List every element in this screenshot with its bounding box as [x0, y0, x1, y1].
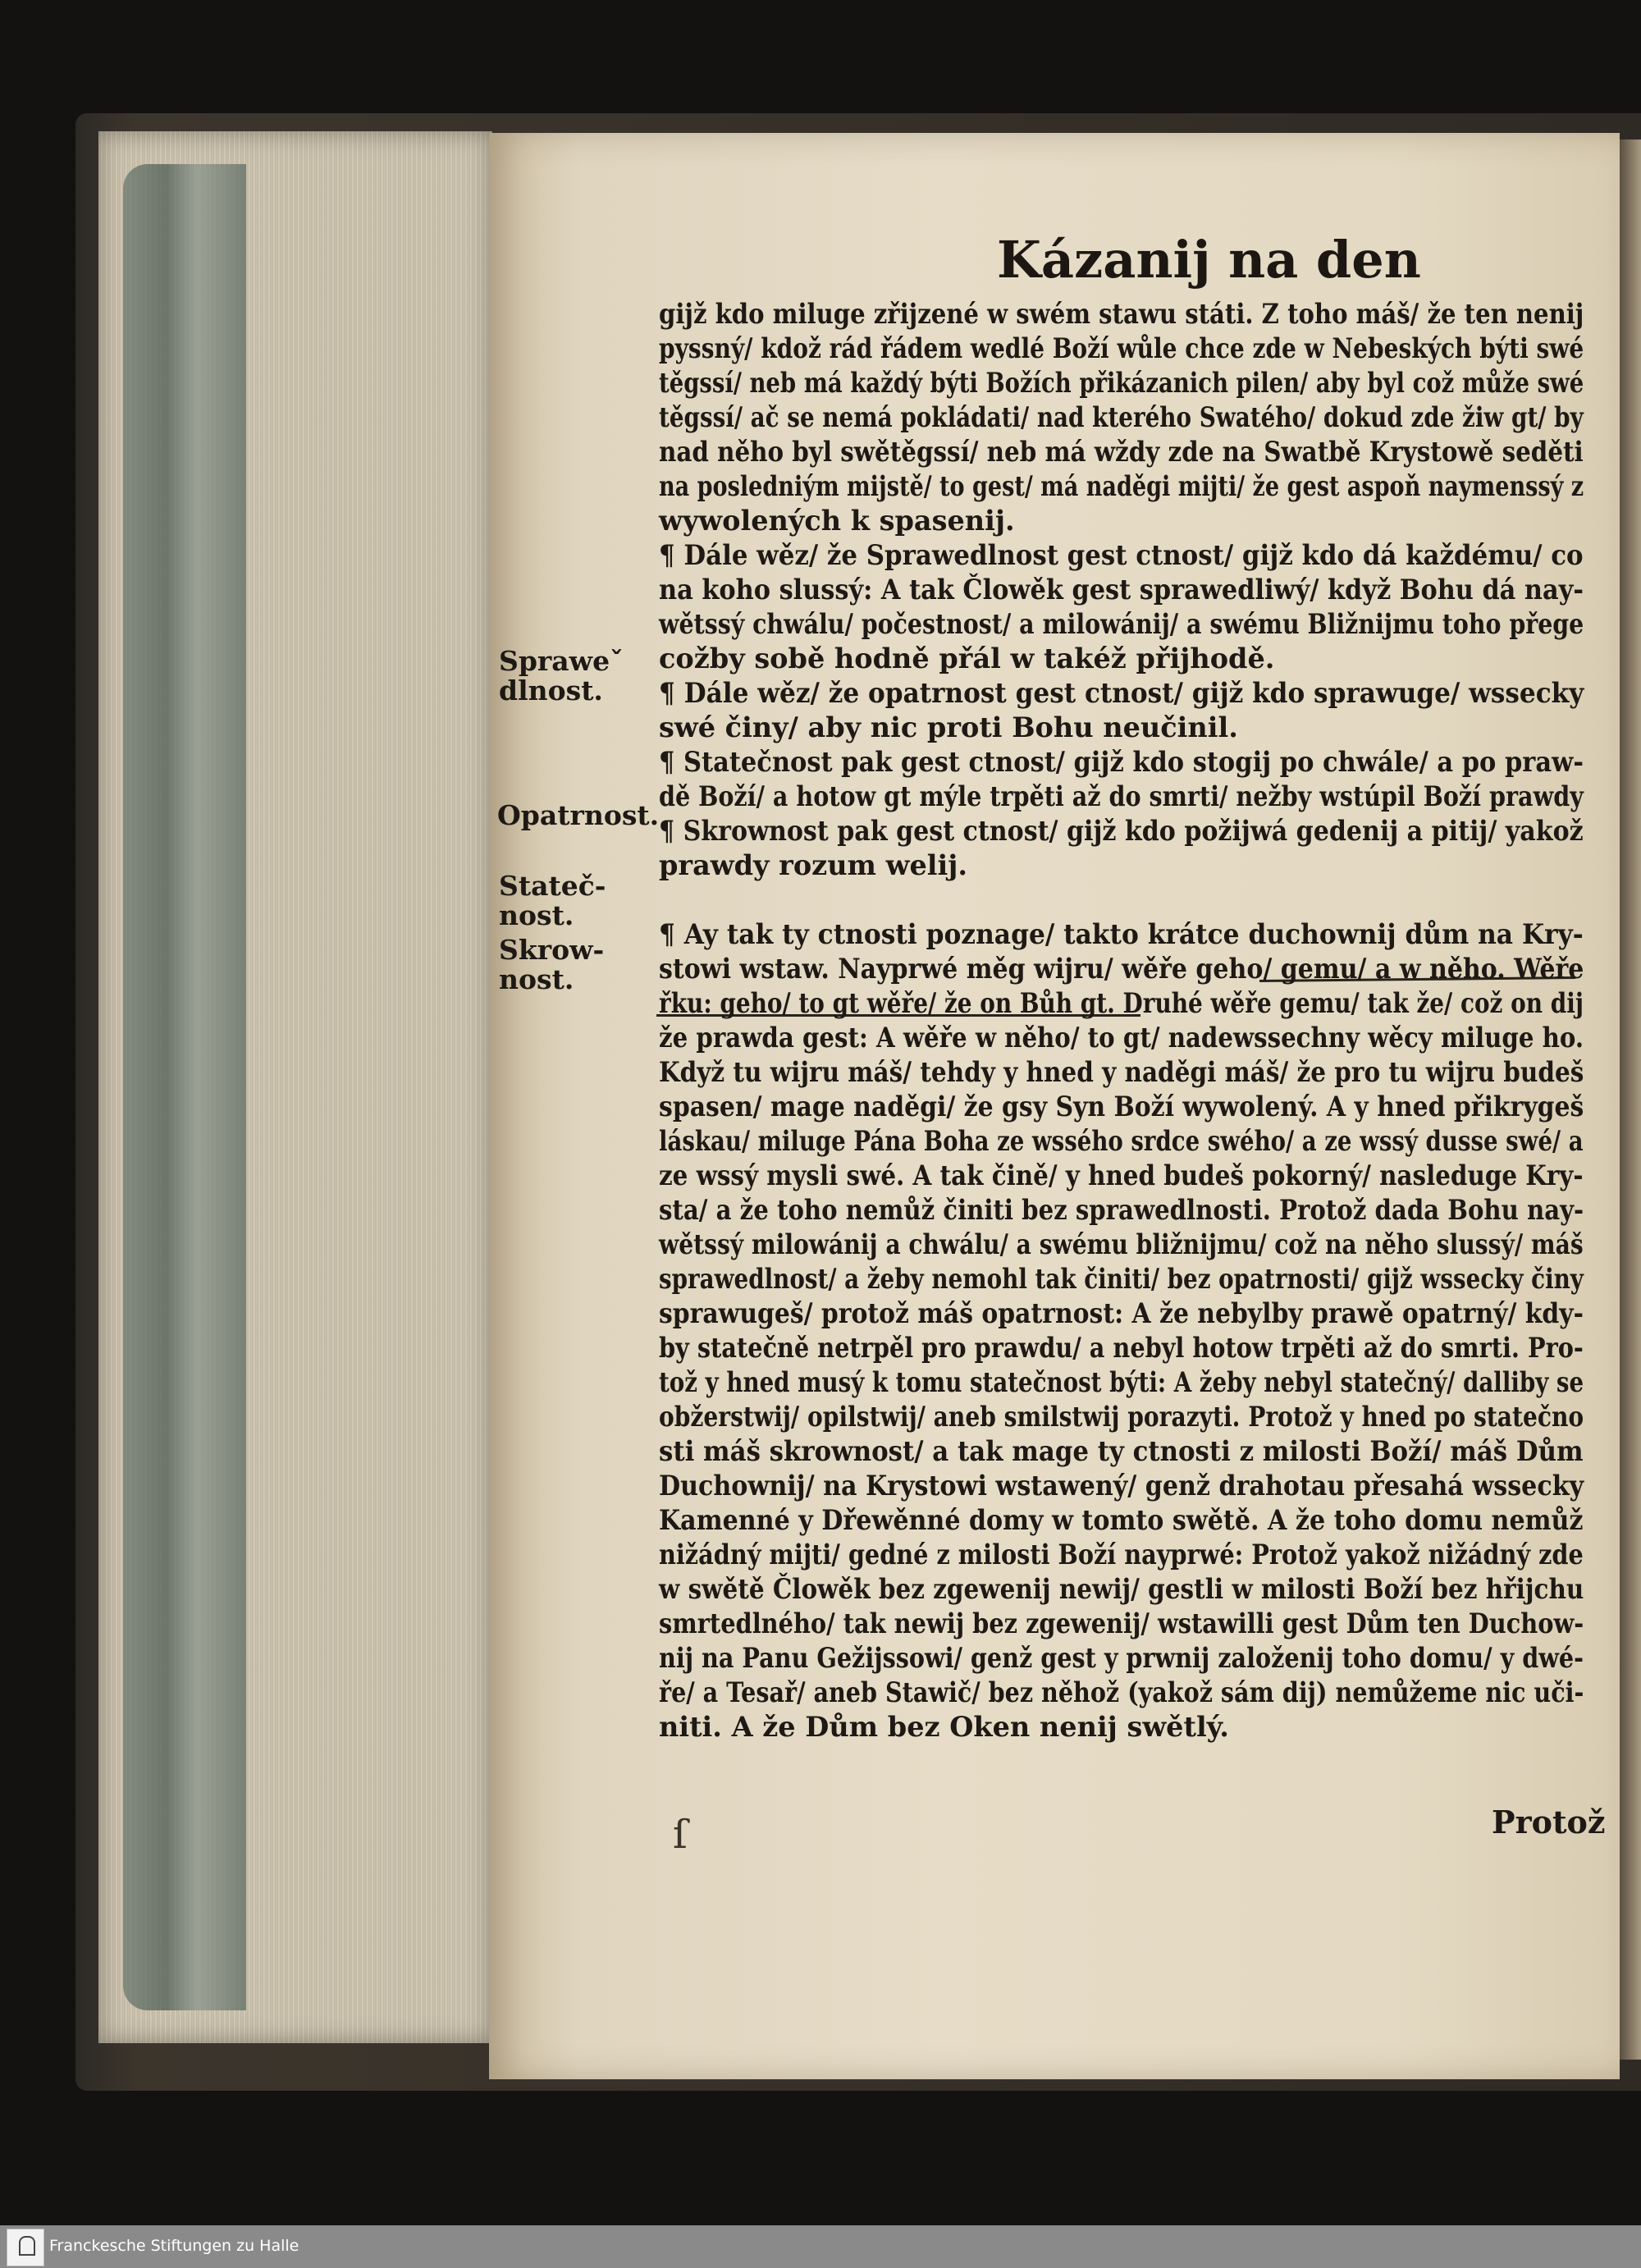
- footer-label[interactable]: Franckesche Stiftungen zu Halle: [49, 2237, 299, 2255]
- paragraph-gap: [659, 883, 1584, 917]
- text-line: niti. A že Dům bez Oken nenij swětlý.: [659, 1711, 1229, 1743]
- text-line: wětssý chwálu/ počestnost/ a milowánij/ a swému Bližnijmu toho přege: [659, 608, 1584, 640]
- margin-note-skrownost: [499, 935, 604, 995]
- text-line: ze wssý mysli swé. A tak čině/ y hned budeš pokorný/ nasleduge Kry-: [659, 1159, 1584, 1191]
- margin-note-statecnost: [499, 871, 606, 931]
- text-line: dě Boží/ a hotow gt mýle trpěti až do smrti/ nežby wstúpil Boží prawdy: [659, 780, 1584, 812]
- text-line: těgssí/ neb má každý býti Božích přikázanich pilen/ aby byl což může swé: [659, 367, 1584, 399]
- margin-note-line: Skrow-: [499, 934, 605, 966]
- text-line: gijž kdo miluge zřijzené w swém stawu státi. Z toho máš/ že ten nenij: [659, 298, 1584, 330]
- text-line: ře/ a Tesař/ aneb Stawič/ bez něhož (yakož sám dij) nemůžeme nic uči-: [659, 1676, 1584, 1708]
- right-leaf-edge: [1620, 139, 1641, 2060]
- margin-note-line: nost.: [499, 963, 574, 995]
- text-line: wywolených k spasenij.: [659, 505, 1015, 537]
- body-text: [659, 297, 1584, 1744]
- text-line: stowi wstaw. Nayprwé měg wijru/ wěře geho/ gemu/ a w něho. Wěře: [659, 953, 1584, 985]
- margin-note-line: Opatrnost.: [497, 799, 660, 831]
- text-line: ¶ Dále wěz/ že Sprawedlnost gest ctnost/ gijž kdo dá každému/ co: [659, 539, 1584, 571]
- text-line: wětssý milowánij a chwálu/ a swému bližnijmu/ což na něho slussý/ máš: [659, 1228, 1584, 1260]
- text-line: w swětě Člowěk bez zgewenij newij/ gestli w milosti Boží bez hřijchu: [659, 1573, 1584, 1605]
- text-line: swé činy/ aby nic proti Bohu neučinil.: [659, 711, 1238, 743]
- catchword: Protož: [1492, 1804, 1606, 1840]
- text-line: sprawugeš/ protož máš opatrnost: A že nebylby prawě opatrný/ kdy-: [659, 1297, 1584, 1329]
- text-line: ¶ Skrownost pak gest ctnost/ gijž kdo požijwá gedenij a pitij/ yakož: [659, 815, 1584, 847]
- text-line: tož y hned musý k tomu statečnost býti: A žeby nebyl statečný/ dalliby se: [659, 1366, 1584, 1398]
- text-line: spasen/ mage naděgi/ že gsy Syn Boží wywolený. A y hned přikrygeš: [659, 1091, 1584, 1123]
- text-line: nižádný mijti/ gedné z milosti Boží nayprwé: Protož yakož nižádný zde: [659, 1539, 1584, 1571]
- text-line: Kamenné y Dřewěnné domy w tomto swětě. A že toho domu nemůž: [659, 1504, 1584, 1536]
- text-line: sti máš skrownost/ a tak mage ty ctnosti z milosti Boží/ máš Dům: [659, 1435, 1584, 1467]
- margin-note-sprawedlnost: [499, 647, 624, 706]
- text-line: na koho slussý: A tak Člowěk gest sprawedliwý/ když Bohu dá nay-: [659, 574, 1584, 606]
- franckesche-stiftungen-logo-icon[interactable]: [7, 2229, 44, 2266]
- text-line: sta/ a že toho nemůž činiti bez sprawedlnosti. Protož dada Bohu nay-: [659, 1194, 1584, 1226]
- text-line: sprawedlnost/ a žeby nemohl tak činiti/ bez opatrnosti/ gijž wssecky činy: [659, 1263, 1584, 1295]
- text-line: že prawda gest: A wěře w něho/ to gt/ nadewssechny wěcy miluge ho.: [659, 1022, 1584, 1054]
- text-line: těgssí/ ač se nemá pokládati/ nad kterého Swatého/ dokud zde žiw gt/ by: [659, 401, 1584, 433]
- text-line: láskau/ miluge Pána Boha ze wssého srdce swého/ a ze wssý dusse swé/ a: [659, 1125, 1584, 1157]
- margin-note-line: Spraweˇ: [499, 645, 624, 677]
- page-edge-stain: [123, 164, 246, 2010]
- margin-note-line: Stateč-: [499, 870, 606, 902]
- text-line: řku: geho/ to gt wěře/ že on Bůh gt. Druhé wěře gemu/ tak že/ což on dij: [659, 987, 1584, 1019]
- text-line: ¶ Statečnost pak gest ctnost/ gijž kdo stogij po chwále/ a po praw-: [659, 746, 1584, 778]
- text-line: nij na Panu Gežijssowi/ genž gest y prwnij založenij toho domu/ y dwé-: [659, 1642, 1584, 1674]
- text-line: cožby sobě hodně přál w takéž přijhodě.: [659, 642, 1275, 674]
- text-line: prawdy rozum welij.: [659, 849, 968, 881]
- text-line: Duchownij/ na Krystowi wstawený/ genž drahotau přesahá wssecky: [659, 1470, 1584, 1502]
- running-header: Kázanij na den: [997, 230, 1421, 290]
- text-line: by statečně netrpěl pro prawdu/ a nebyl hotow trpěti až do smrti. Pro-: [659, 1332, 1584, 1364]
- margin-note-line: nost.: [499, 899, 574, 931]
- text-line: obžerstwij/ opilstwij/ aneb smilstwij porazyti. Protož y hned po statečno: [659, 1401, 1584, 1433]
- text-line: nad něho byl swětěgssí/ neb má wždy zde na Swatbě Krystowě seděti: [659, 436, 1584, 468]
- text-line: ¶ Ay tak ty ctnosti poznage/ takto krátce duchownij dům na Kry-: [659, 918, 1584, 950]
- handwritten-mark: ſ: [673, 1812, 688, 1858]
- text-line: na posledniým mijstě/ to gest/ má naděgi mijti/ že gest aspoň naymenssý z: [659, 470, 1584, 502]
- text-line: Když tu wijru máš/ tehdy y hned y naděgi máš/ že pro tu wijru budeš: [659, 1056, 1584, 1088]
- text-line: ¶ Dále wěz/ že opatrnost gest ctnost/ gijž kdo sprawuge/ wssecky: [659, 677, 1584, 709]
- text-line: pyssný/ kdož rád řádem wedlé Boží wůle chce zde w Nebeských býti swé: [659, 332, 1584, 364]
- text-line: smrtedlného/ tak newij bez zgewenij/ wstawilli gest Dům ten Duchow-: [659, 1607, 1584, 1639]
- margin-note-line: dlnost.: [499, 674, 603, 706]
- margin-note-opatrnost: [497, 801, 659, 830]
